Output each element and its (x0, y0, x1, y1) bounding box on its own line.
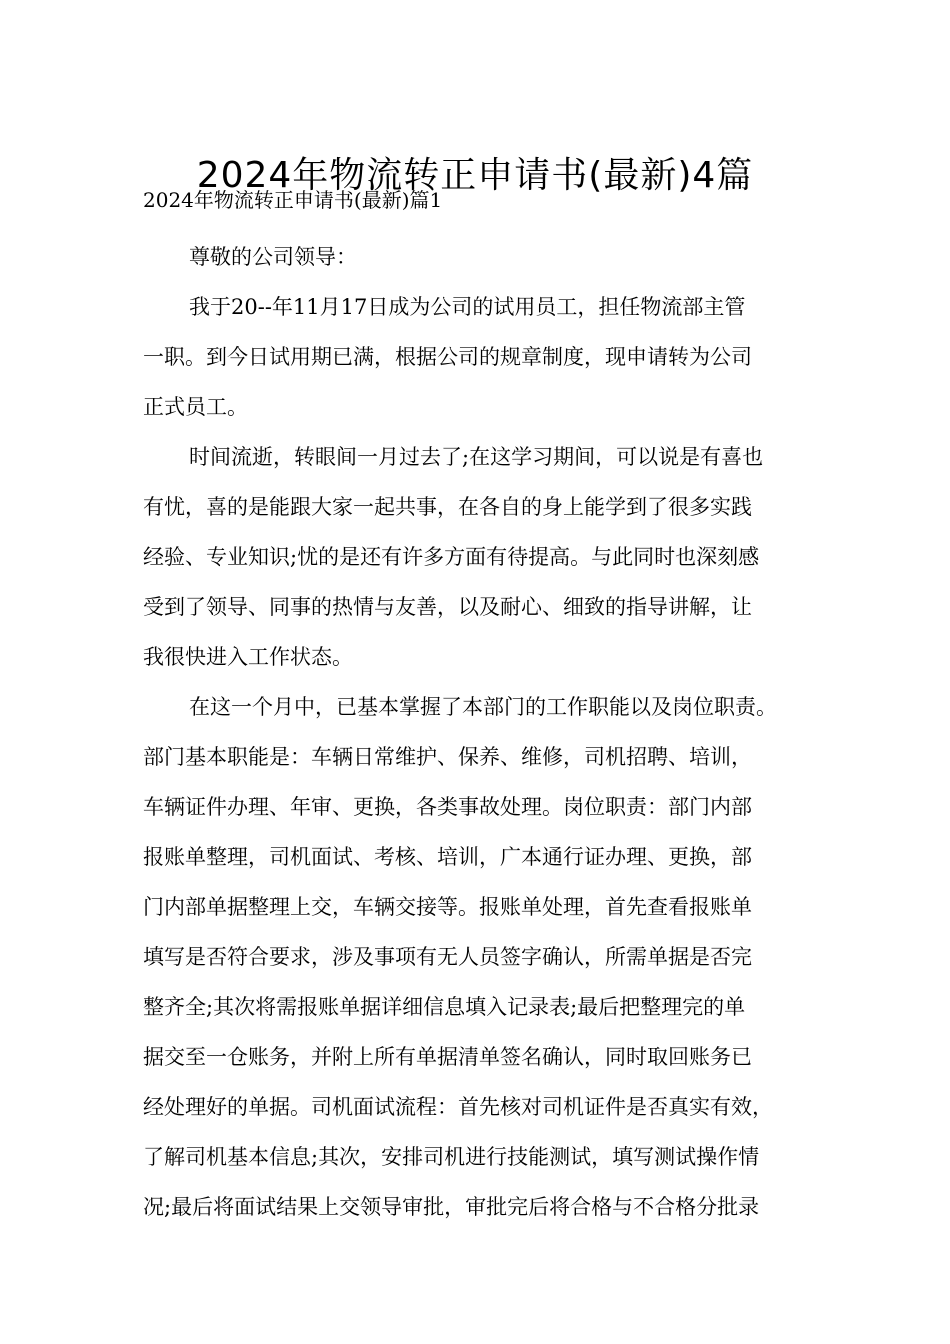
paragraph-line: 有忧，喜的是能跟大家一起共事，在各自的身上能学到了很多实践 (143, 495, 752, 519)
paragraph-line: 据交至一仓账务，并附上所有单据清单签名确认，同时取回账务已 (143, 1045, 752, 1069)
document-body (143, 232, 823, 1232)
paragraph-line: 报账单整理，司机面试、考核、培训，广本通行证办理、更换，部 (143, 845, 752, 869)
paragraph-line: 正式员工。 (143, 395, 248, 419)
paragraph-line: 填写是否符合要求，涉及事项有无人员签字确认，所需单据是否完 (143, 945, 752, 969)
paragraph-line: 经验、专业知识;忧的是还有许多方面有待提高。与此同时也深刻感 (143, 545, 760, 569)
paragraph-line: 受到了领导、同事的热情与友善，以及耐心、细致的指导讲解，让 (143, 595, 752, 619)
paragraph-line: 我于20--年11月17日成为公司的试用员工，担任物流部主管 (189, 295, 746, 319)
paragraph-line: 况;最后将面试结果上交领导审批，审批完后将合格与不合格分批录 (143, 1195, 760, 1219)
section-heading: 2024年物流转正申请书(最新)篇1 (143, 188, 443, 212)
paragraph-line: 车辆证件办理、年审、更换，各类事故处理。岗位职责：部门内部 (143, 795, 752, 819)
paragraph-line: 在这一个月中，已基本掌握了本部门的工作职能以及岗位职责。 (189, 695, 777, 719)
document-title: 2024年物流转正申请书(最新)4篇 (196, 155, 754, 197)
paragraph-line: 部门基本职能是：车辆日常维护、保养、维修，司机招聘、培训， (143, 745, 752, 769)
paragraph-line: 时间流逝，转眼间一月过去了;在这学习期间，可以说是有喜也 (189, 445, 764, 469)
paragraph-line: 一职。到今日试用期已满，根据公司的规章制度，现申请转为公司 (143, 345, 752, 369)
paragraph-line: 尊敬的公司领导： (189, 245, 357, 269)
paragraph-line: 整齐全;其次将需报账单据详细信息填入记录表;最后把整理完的单 (143, 995, 746, 1019)
paragraph-intro (143, 282, 823, 432)
paragraph-salutation (143, 232, 823, 282)
paragraph-line: 我很快进入工作状态。 (143, 645, 353, 669)
paragraph-line: 门内部单据整理上交，车辆交接等。报账单处理，首先查看报账单 (143, 895, 752, 919)
paragraph-line: 了解司机基本信息;其次，安排司机进行技能测试，填写测试操作情 (143, 1145, 760, 1169)
paragraph-reflection (143, 432, 823, 682)
paragraph-duties (143, 682, 823, 1232)
paragraph-line: 经处理好的单据。司机面试流程：首先核对司机证件是否真实有效， (143, 1095, 773, 1119)
